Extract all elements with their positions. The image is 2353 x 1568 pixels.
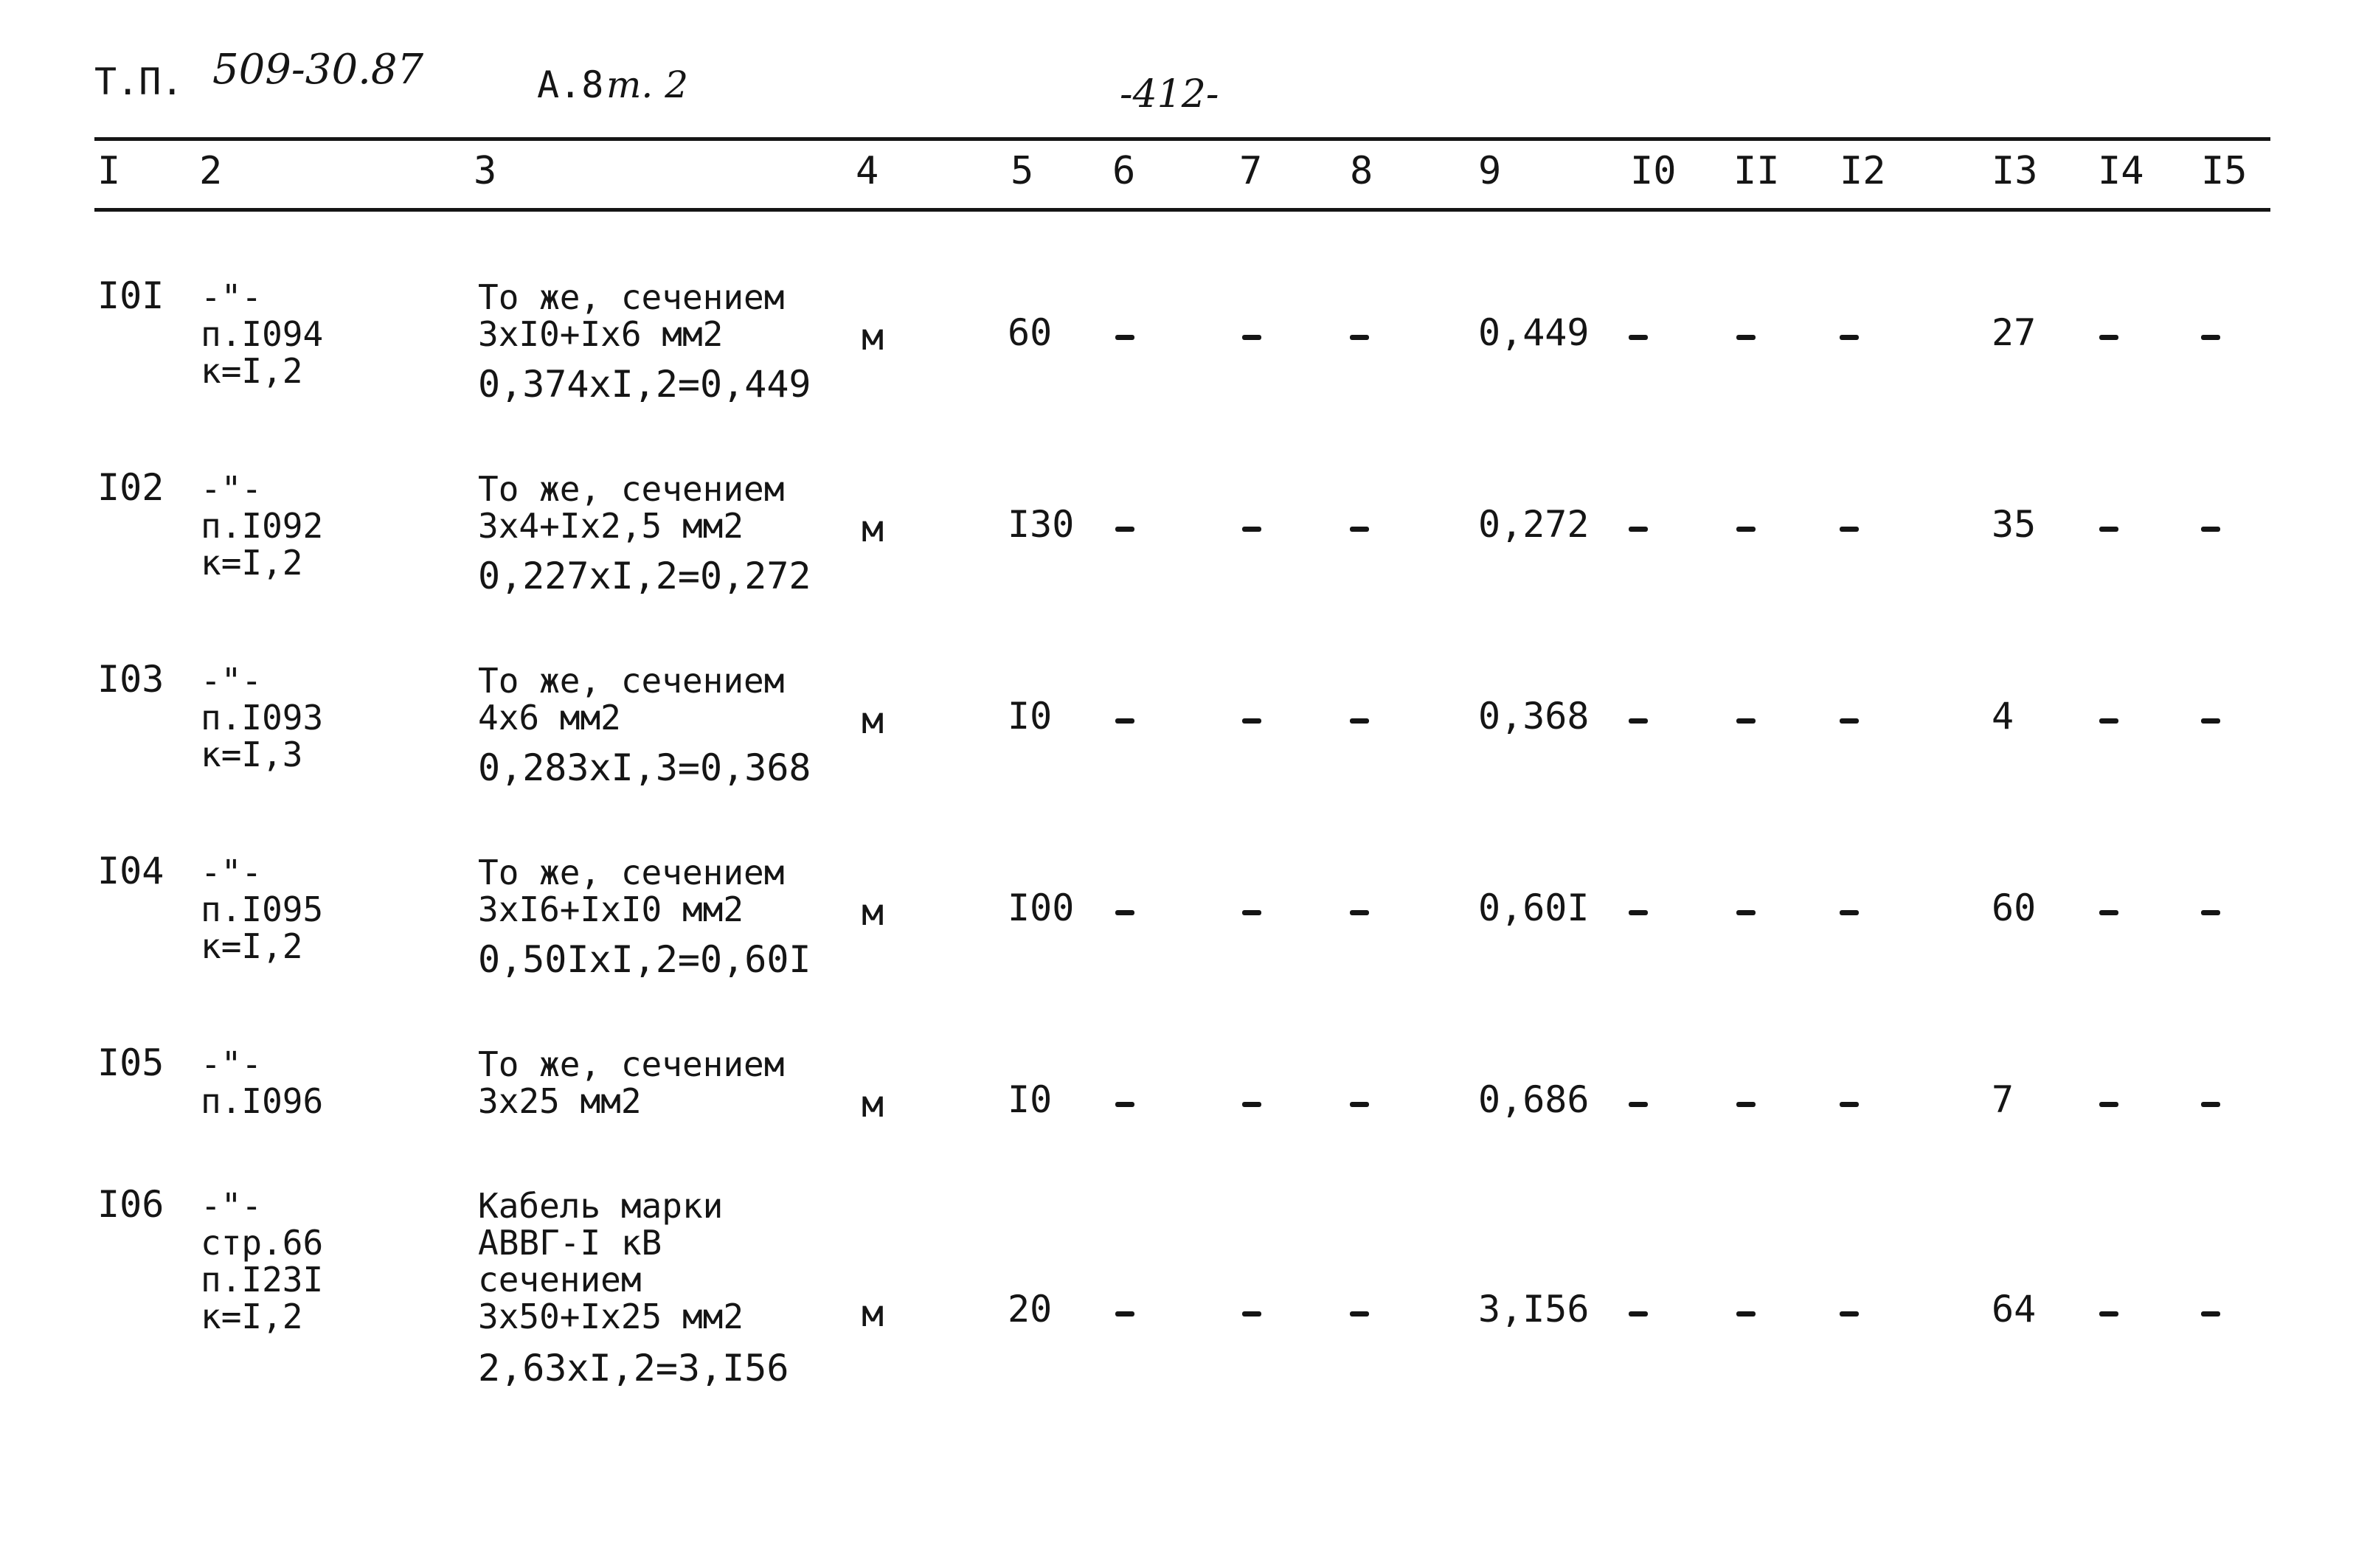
- row-4-reference: -"- п.I095 к=I,2: [201, 853, 324, 966]
- row-5-total: 7: [1992, 1078, 2014, 1121]
- row-1-description: То же, сечением 3хI0+Iх6 мм2: [478, 277, 785, 354]
- row-1-total: 27: [1992, 311, 2037, 354]
- dash-mark: [1242, 718, 1261, 724]
- dash-mark: [1629, 910, 1648, 915]
- dash-mark: [2201, 718, 2220, 724]
- dash-mark: [1736, 910, 1756, 915]
- row-2-calculation: 0,227хI,2=0,272: [478, 555, 811, 597]
- row-5-description: То же, сечением 3х25 мм2: [478, 1044, 785, 1121]
- col-header-5: 5: [1011, 149, 1034, 193]
- row-2-quantity: I30: [1008, 503, 1075, 546]
- row-5-quantity: I0: [1008, 1078, 1053, 1121]
- col-header-8: 8: [1350, 149, 1373, 193]
- dash-mark: [1242, 910, 1261, 915]
- row-4-unit: м: [862, 891, 884, 934]
- dash-mark: [1350, 1102, 1369, 1107]
- dash-mark: [2099, 1102, 2118, 1107]
- row-3-quantity: I0: [1008, 695, 1053, 738]
- row-6-quantity: 20: [1008, 1288, 1053, 1331]
- row-3-description: То же, сечением 4х6 мм2: [478, 661, 785, 738]
- dash-mark: [1629, 335, 1648, 340]
- row-6-reference: -"- стр.66 п.I23I к=I,2: [201, 1186, 324, 1336]
- row-2-value: 0,272: [1478, 503, 1590, 546]
- row-4-value: 0,60I: [1478, 887, 1590, 929]
- row-1-quantity: 60: [1008, 311, 1053, 354]
- dash-mark: [2099, 527, 2118, 532]
- dash-mark: [2201, 1102, 2220, 1107]
- dash-mark: [1115, 910, 1134, 915]
- row-4-number: I04: [97, 850, 164, 892]
- row-6-calculation: 2,63хI,2=3,I56: [478, 1347, 789, 1390]
- dash-mark: [1350, 718, 1369, 724]
- row-1-calculation: 0,374хI,2=0,449: [478, 363, 811, 406]
- dash-mark: [2201, 335, 2220, 340]
- dash-mark: [1840, 335, 1859, 340]
- dash-mark: [1840, 718, 1859, 724]
- dash-mark: [1115, 335, 1134, 340]
- album-label: А.8: [537, 63, 604, 106]
- col-header-13: I3: [1992, 149, 2038, 193]
- dash-mark: [1629, 527, 1648, 532]
- row-5-unit: м: [862, 1083, 884, 1125]
- row-5-reference: -"- п.I096: [201, 1044, 324, 1121]
- header-bottom-rule: [94, 208, 2270, 212]
- row-3-total: 4: [1992, 695, 2014, 738]
- dash-mark: [1736, 1102, 1756, 1107]
- row-4-total: 60: [1992, 887, 2037, 929]
- dash-mark: [1736, 1311, 1756, 1317]
- row-5-value: 0,686: [1478, 1078, 1590, 1121]
- dash-mark: [2201, 527, 2220, 532]
- row-3-reference: -"- п.I093 к=I,3: [201, 661, 324, 774]
- dash-mark: [1736, 718, 1756, 724]
- col-header-15: I5: [2201, 149, 2248, 193]
- row-4-calculation: 0,50IхI,2=0,60I: [478, 938, 811, 981]
- row-2-unit: м: [862, 507, 884, 550]
- row-1-unit: м: [862, 316, 884, 358]
- row-1-reference: -"- п.I094 к=I,2: [201, 277, 324, 391]
- dash-mark: [1629, 1102, 1648, 1107]
- col-header-2: 2: [199, 149, 223, 193]
- row-6-total: 64: [1992, 1288, 2037, 1331]
- row-2-total: 35: [1992, 503, 2037, 546]
- dash-mark: [1115, 1311, 1134, 1317]
- dash-mark: [1242, 1102, 1261, 1107]
- col-header-9: 9: [1478, 149, 1502, 193]
- tp-label: Т.П.: [94, 60, 184, 103]
- album-part: т. 2: [606, 63, 689, 106]
- dash-mark: [1350, 1311, 1369, 1317]
- row-3-number: I03: [97, 658, 164, 701]
- tp-number: 509-30.87: [212, 46, 424, 94]
- col-header-1: I: [97, 149, 121, 193]
- col-header-6: 6: [1112, 149, 1136, 193]
- row-3-value: 0,368: [1478, 695, 1590, 738]
- dash-mark: [2201, 910, 2220, 915]
- col-header-12: I2: [1840, 149, 1886, 193]
- row-2-number: I02: [97, 466, 164, 509]
- row-1-number: I0I: [97, 274, 164, 317]
- row-6-number: I06: [97, 1183, 164, 1226]
- dash-mark: [1736, 335, 1756, 340]
- dash-mark: [1115, 527, 1134, 532]
- dash-mark: [1242, 335, 1261, 340]
- row-5-number: I05: [97, 1041, 164, 1084]
- page-number: -412-: [1120, 72, 1219, 117]
- row-4-description: То же, сечением 3хI6+IхI0 мм2: [478, 853, 785, 929]
- header-top-rule: [94, 137, 2270, 141]
- dash-mark: [2099, 718, 2118, 724]
- row-2-description: То же, сечением 3х4+Iх2,5 мм2: [478, 469, 785, 546]
- dash-mark: [1840, 910, 1859, 915]
- col-header-4: 4: [856, 149, 879, 193]
- col-header-14: I4: [2098, 149, 2144, 193]
- col-header-3: 3: [474, 149, 497, 193]
- col-header-11: II: [1733, 149, 1780, 193]
- dash-mark: [1840, 527, 1859, 532]
- row-1-value: 0,449: [1478, 311, 1590, 354]
- row-3-unit: м: [862, 699, 884, 742]
- row-3-calculation: 0,283хI,3=0,368: [478, 746, 811, 789]
- dash-mark: [1115, 1102, 1134, 1107]
- row-6-description: Кабель марки АВВГ-I кВ сечением 3х50+Iх25 мм2: [478, 1186, 744, 1336]
- dash-mark: [1350, 335, 1369, 340]
- dash-mark: [1629, 718, 1648, 724]
- row-4-quantity: I00: [1008, 887, 1075, 929]
- dash-mark: [1629, 1311, 1648, 1317]
- dash-mark: [2099, 1311, 2118, 1317]
- col-header-10: I0: [1630, 149, 1677, 193]
- dash-mark: [2099, 335, 2118, 340]
- dash-mark: [1840, 1102, 1859, 1107]
- dash-mark: [1840, 1311, 1859, 1317]
- row-2-reference: -"- п.I092 к=I,2: [201, 469, 324, 583]
- dash-mark: [1242, 1311, 1261, 1317]
- dash-mark: [1242, 527, 1261, 532]
- dash-mark: [1350, 910, 1369, 915]
- dash-mark: [1115, 718, 1134, 724]
- dash-mark: [1736, 527, 1756, 532]
- row-6-unit: м: [862, 1292, 884, 1335]
- dash-mark: [2099, 910, 2118, 915]
- col-header-7: 7: [1239, 149, 1263, 193]
- dash-mark: [1350, 527, 1369, 532]
- dash-mark: [2201, 1311, 2220, 1317]
- row-6-value: 3,I56: [1478, 1288, 1590, 1331]
